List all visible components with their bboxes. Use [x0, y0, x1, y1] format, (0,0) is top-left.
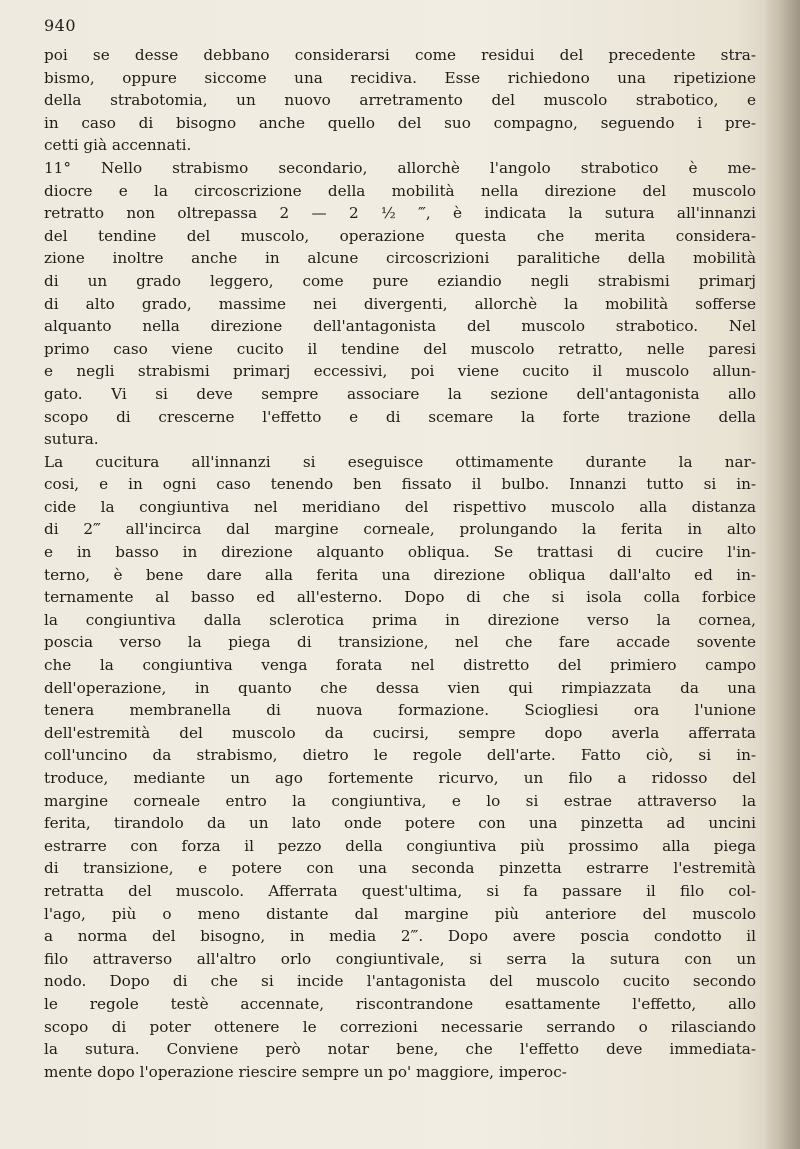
text-line: e in basso in direzione alquanto obliqua. Se trattasi di cucire l'in- [44, 543, 756, 562]
text-line: retratto non oltrepassa 2 — 2 ½ ‴, è indicata la sutura all'innanzi [44, 204, 756, 223]
text-line: le regole testè accennate, riscontrandone esattamente l'effetto, allo [44, 994, 756, 1013]
text-line: margine corneale entro la congiuntiva, e lo si estrae attraverso la [44, 791, 756, 810]
text-line: coll'uncino da strabismo, dietro le regole dell'arte. Fatto ciò, si in- [44, 746, 756, 765]
text-line: dell'estremità del muscolo da cucirsi, sempre dopo averla afferrata [44, 723, 756, 742]
text-line: ternamente al basso ed all'esterno. Dopo di che si isola colla forbice [44, 588, 756, 607]
text-line: bismo, oppure siccome una recidiva. Esse richiedono una ripetizione [44, 68, 756, 87]
text-line: zione inoltre anche in alcune circoscrizioni paralitiche della mobilità [44, 249, 756, 268]
text-line: e negli strabismi primarj eccessivi, poi viene cucito il muscolo allun- [44, 362, 756, 381]
text-line: poscia verso la piega di transizione, nel che fare accade sovente [44, 633, 756, 652]
text-line: del tendine del muscolo, operazione questa che merita considera- [44, 226, 756, 245]
text-line: di transizione, e potere con una seconda pinzetta estrarre l'estremità [44, 859, 756, 878]
text-line: alquanto nella direzione dell'antagonista del muscolo strabotico. Nel [44, 317, 756, 336]
text-line: scopo di poter ottenere le correzioni necessarie serrando o rilasciando [44, 1017, 756, 1036]
text-line: troduce, mediante un ago fortemente ricurvo, un filo a ridosso del [44, 769, 756, 787]
text-line: di alto grado, massime nei divergenti, allorchè la mobilità sofferse [44, 294, 756, 313]
text-line: la sutura. Conviene però notar bene, che l'effetto deve immediata- [44, 1040, 756, 1059]
text-line: primo caso viene cucito il tendine del muscolo retratto, nelle paresi [44, 339, 756, 358]
text-line: di 2‴ all'incirca dal margine corneale, prolungando la ferita in alto [44, 520, 756, 539]
page-edge-shadow [764, 0, 800, 1149]
page-number: 940 [44, 16, 77, 35]
text-line: mente dopo l'operazione riescire sempre un po' maggiore, imperoc- [44, 1062, 567, 1081]
text-line: l'ago, più o meno distante dal margine più anteriore del muscolo [44, 904, 756, 923]
text-line: poi se desse debbano considerarsi come residui del precedente stra- [44, 46, 756, 64]
text-line: tenera membranella di nuova formazione. Sciogliesi ora l'unione [44, 701, 756, 720]
text-line: La cucitura all'innanzi si eseguisce ottimamente durante la nar- [44, 452, 756, 471]
text-line: gato. Vi si deve sempre associare la sezione dell'antagonista allo [44, 384, 756, 403]
text-line: cetti già accennati. [44, 136, 192, 155]
text-line: retratta del muscolo. Afferrata quest'ultima, si fa passare il filo col- [44, 881, 756, 900]
text-line: estrarre con forza il pezzo della congiuntiva più prossimo alla piega [44, 836, 756, 855]
body-text [44, 44, 756, 1083]
text-line: filo attraverso all'altro orlo congiuntivale, si serra la sutura con un [44, 949, 756, 968]
text-line: scopo di crescerne l'effetto e di scemare la forte trazione della [44, 407, 756, 426]
text-line: diocre e la circoscrizione della mobilità nella direzione del muscolo [44, 181, 756, 200]
text-line: dell'operazione, in quanto che dessa vien qui rimpiazzata da una [44, 678, 756, 697]
text-line: 11° Nello strabismo secondario, allorchè l'angolo strabotico è me- [44, 158, 756, 177]
text-line: cide la congiuntiva nel meridiano del rispettivo muscolo alla distanza [44, 497, 756, 516]
text-line: nodo. Dopo di che si incide l'antagonista del muscolo cucito secondo [44, 972, 756, 991]
text-line: cosi, e in ogni caso tenendo ben fissato il bulbo. Innanzi tutto si in- [44, 475, 756, 494]
text-line: di un grado leggero, come pure eziandio negli strabismi primarj [44, 271, 756, 290]
text-line: ferita, tirandolo da un lato onde potere con una pinzetta ad uncini [44, 814, 756, 833]
text-line: sutura. [44, 430, 99, 449]
text-line: la congiuntiva dalla sclerotica prima in direzione verso la cornea, [44, 610, 756, 629]
text-line: in caso di bisogno anche quello del suo compagno, seguendo i pre- [44, 113, 756, 132]
text-line: terno, è bene dare alla ferita una direzione obliqua dall'alto ed in- [44, 565, 756, 584]
text-line: della strabotomia, un nuovo arretramento del muscolo strabotico, e [44, 91, 756, 110]
text-line: che la congiuntiva venga forata nel distretto del primiero campo [44, 656, 756, 675]
text-line: a norma del bisogno, in media 2‴. Dopo avere poscia condotto il [44, 927, 756, 946]
